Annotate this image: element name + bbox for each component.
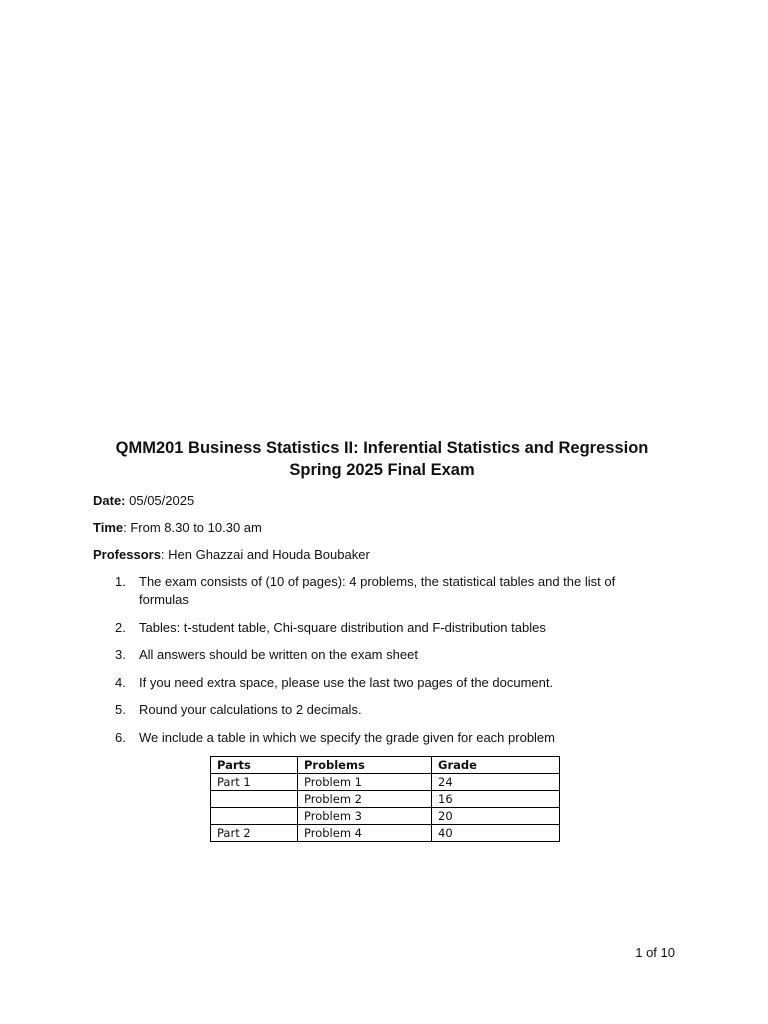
table-row: [211, 808, 560, 825]
time-value: : From 8.30 to 10.30 am: [123, 520, 262, 535]
professors-line: [93, 547, 370, 562]
instruction-text: Round your calculations to 2 decimals.: [139, 702, 362, 717]
instruction-number: 4.: [115, 674, 126, 690]
instructions-list: [93, 573, 653, 756]
page-number: 1 of 10: [635, 945, 675, 960]
cell-grade: 20: [432, 808, 560, 825]
instruction-text: Tables: t-student table, Chi-square distribution and F-distribution tables: [139, 619, 546, 635]
cell-problem: Problem 2: [298, 791, 432, 808]
date-value: 05/05/2025: [125, 493, 195, 508]
instruction-text: All answers should be written on the exam sheet: [139, 647, 418, 662]
instruction-item: [93, 674, 653, 692]
title-line-1: QMM201 Business Statistics II: Inferential Statistics and Regression: [115, 439, 649, 457]
time-line: [93, 520, 262, 535]
cell-part: Part 1: [211, 774, 298, 791]
table-row: [211, 825, 560, 842]
cell-part: [211, 808, 298, 825]
instruction-item: [93, 573, 653, 609]
header-grade: Grade: [432, 757, 560, 774]
cell-part: Part 2: [211, 825, 298, 842]
instruction-text: The exam consists of (10 of pages): 4 problems, the statistical tables and the list of formulas: [139, 574, 616, 607]
table-row: [211, 774, 560, 791]
date-label: Date:: [93, 493, 126, 508]
instruction-text: If you need extra space, please use the last two pages of the document.: [139, 674, 554, 690]
cell-grade: 40: [432, 825, 560, 842]
cell-problem: Problem 1: [298, 774, 432, 791]
instruction-number: 6.: [115, 729, 126, 745]
instruction-number: 3.: [115, 647, 126, 662]
instruction-item: [93, 646, 653, 664]
header-problems: Problems: [298, 757, 432, 774]
cell-problem: Problem 4: [298, 825, 432, 842]
grade-table: [210, 756, 560, 842]
title-line-2: Spring 2025 Final Exam: [289, 461, 475, 479]
instruction-number: 1.: [115, 574, 126, 589]
instruction-item: [93, 701, 653, 719]
cell-grade: 16: [432, 791, 560, 808]
cell-problem: Problem 3: [298, 808, 432, 825]
instruction-number: 5.: [115, 702, 126, 717]
cell-grade: 24: [432, 774, 560, 791]
instruction-item: [93, 729, 653, 747]
cell-part: [211, 791, 298, 808]
instruction-text: We include a table in which we specify the grade given for each problem: [139, 729, 555, 745]
instruction-item: [93, 619, 653, 637]
table-header-row: [211, 757, 560, 774]
time-label: Time: [93, 520, 124, 535]
instruction-number: 2.: [115, 619, 126, 635]
professors-label: Professors: [93, 547, 161, 562]
date-line: [93, 493, 194, 508]
exam-title: [60, 437, 704, 481]
header-parts: Parts: [211, 757, 298, 774]
professors-value: : Hen Ghazzai and Houda Boubaker: [160, 547, 370, 562]
table-row: [211, 791, 560, 808]
